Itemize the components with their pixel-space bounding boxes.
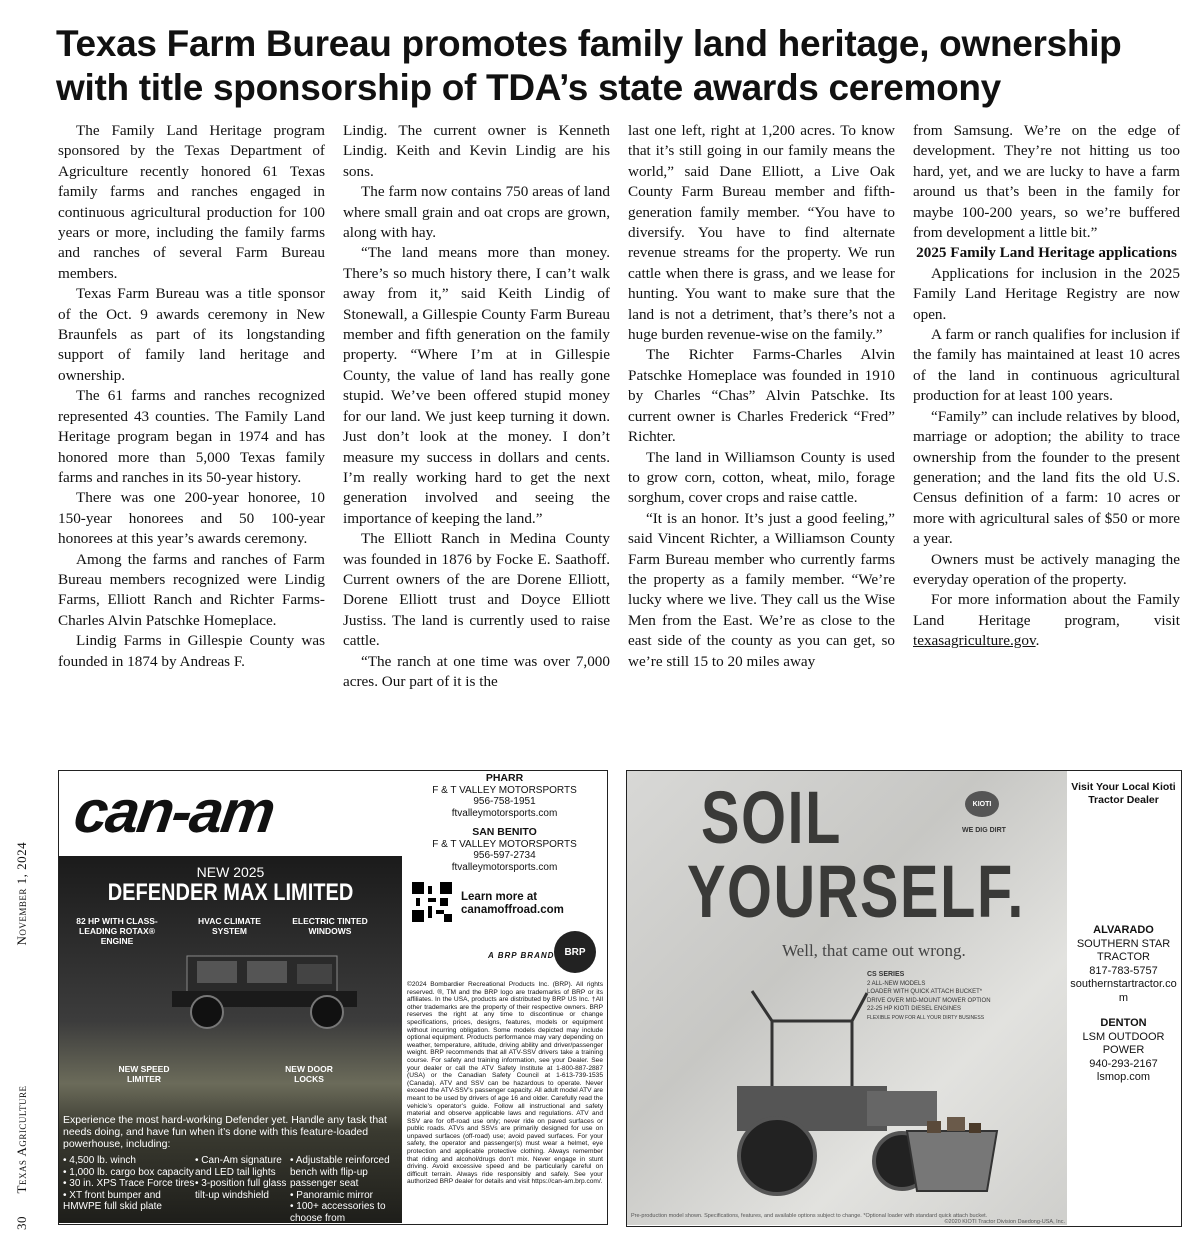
feature-speed-limiter: NEW SPEED LIMITER — [118, 1064, 170, 1084]
footer-disclaimer: Pre-production model shown. Specifications, features, and available options subject to change. *Optional loader with standard quick attach bucket. — [631, 1213, 988, 1219]
issue-date: November 1, 2024 — [14, 841, 29, 946]
fine-print: ©2024 Bombardier Recreational Products Inc. (BRP). All rights reserved. ®, TM and the BRP logo are trademarks of BRP or its affiliates. In the USA, products are distributed by BRP US Inc. †All other trademarks are the property of their respective owners. BRP reserves the right at any time to discontinue or change specifications, prices, designs, features, models or equipment without incurring obligation. Some models depicted may include optional equipment. Products performance may vary depending on weather, temperature, altitude, driving ability and driver/passenger weight. BRP recommends that all ATV-SSV drivers take a training course. For safety and training information, see your Dealer. See your dealer or call the ATV Safety Institute at 1-800-887-2887 (USA) or the Canadian Safety Council at 1-613-739-1535 (Canada). ATV and SSV can be hazardous to operate. Never exceed the ATV-SSV’s passenger capacity. All adult model ATV are meant to be used by drivers of age 16 and older. Carefully read the vehicle’s operator’s guide. Follow all instructional and safety material and observe applicable laws and regulations. ATV and SSV are for off-road use only; never ride on paved surfaces or public roads. ATVs and SSVs are primarily designed for use on unpaved surfaces (off-road) use; avoid paved surfaces. For your safety, the operator and passenger(s) must wear a helmet, eye protection and applicable protective clothing. Always remember that riding and alcohol/drugs don’t mix. Never engage in stunt driving. Avoid excessive speed and be particularly careful on difficult terrain. Always ride responsibly and safely. See your authorized BRP dealer for details and visit https://can-am.brp.com/. — [407, 981, 603, 1186]
ad-subline: Well, that came out wrong. — [782, 941, 966, 960]
feature-list-c — [290, 1155, 398, 1224]
dealer-city: ALVARADO — [1093, 924, 1154, 936]
paragraph: The 61 farms and ranches recognized represented 43 counties. The Family Land Heritage program began in 1974 and has honored more than 5,000 Texas family farms and ranches in its 50-year history. — [58, 387, 325, 486]
article-column-3 — [628, 121, 895, 692]
feature-list-a — [63, 1155, 195, 1224]
dealer-website: ftvalleymotorsports.com — [451, 861, 558, 873]
brp-logo-icon: BRP — [554, 931, 596, 973]
closing-text: For more information about the Family Land Heritage program, visit — [913, 591, 1180, 629]
paragraph: The Elliott Ranch in Medina County was founded in 1876 by Focke E. Saathoff. Current owners of the are Dorene Elliott, Dorene Elliott trust and Doyce Elliott Justiss. The land is currently used to raise cattle. — [343, 530, 610, 650]
subhead: 2025 Family Land Heritage applications — [916, 244, 1177, 262]
article-columns — [58, 121, 1180, 692]
dealer-alvarado — [1067, 924, 1180, 1005]
dealer-website: lsmop.com — [1096, 1071, 1151, 1083]
visit-dealer-heading: Visit Your Local Kioti Tractor Dealer — [1071, 781, 1176, 806]
dealer-phone: 817-783-5757 — [1089, 964, 1158, 977]
article-column-1 — [58, 121, 325, 692]
page-number: 30 — [14, 1216, 29, 1230]
dealer-city: PHARR — [485, 772, 524, 784]
list-item: • 3-position full glass tilt-up windshield — [195, 1178, 290, 1201]
dealer-denton — [1067, 1017, 1180, 1085]
canam-advertisement — [58, 770, 608, 1225]
new-badge: NEW 2025 — [196, 864, 265, 880]
folio-line — [14, 842, 30, 1230]
canam-dealer-panel — [402, 771, 607, 1223]
paragraph: Among the farms and ranches of Farm Bureau members recognized were Lindig Farms, Elliott Ranch and Richter Farms-Charles Alvin Patschke Homeplace. — [58, 550, 325, 629]
learn-more — [461, 891, 564, 917]
website-link[interactable]: texasagriculture.gov — [913, 632, 1036, 650]
ad-footer — [631, 1213, 1065, 1225]
canam-logo: can-am — [70, 778, 278, 845]
dealer-name: SOUTHERN STAR TRACTOR — [1076, 937, 1171, 963]
canam-copy: Experience the most hard-working Defender yet. Handle any task that needs doing, and have fun when it’s done with this feature-loaded powerhouse, including: — [63, 1114, 387, 1150]
feature-hvac: HVAC CLIMATE SYSTEM — [198, 916, 261, 936]
kioti-ad-artwork — [627, 771, 1067, 1225]
dealer-website: southernstartractor.com — [1070, 978, 1177, 1004]
closing-paragraph — [913, 590, 1180, 651]
dealer-city: DENTON — [1100, 1017, 1147, 1029]
spec-line: LOADER WITH QUICK ATTACH BUCKET* — [867, 989, 983, 995]
closing-end: . — [1035, 632, 1040, 650]
kioti-tagline: WE DIG DIRT — [962, 827, 1006, 834]
list-item: • Adjustable reinforced bench with flip-up passenger seat — [290, 1155, 398, 1190]
headline-line-1: SOIL — [701, 776, 842, 859]
paragraph: Lindig Farms in Gillespie County was founded in 1874 by Andreas F. — [58, 632, 325, 670]
spec-line: 22-25 HP KIOTI DIESEL ENGINES — [867, 1006, 962, 1012]
cs-series-specs — [867, 971, 1027, 1041]
dealer-name: F & T VALLEY MOTORSPORTS — [432, 838, 577, 850]
headline-line-2: YOURSELF. — [687, 850, 1025, 933]
dealer-phone: 956-758-1951 — [473, 796, 536, 807]
dealer-san-benito — [402, 827, 607, 873]
paragraph: from Samsung. We’re on the edge of development. They’re not hitting us too hard, yet, and we are lucky to have a farm around us that’s been in the family for maybe 100-200 years, so we’re buffered from development a little bit.” — [913, 122, 1180, 242]
dealer-name: F & T VALLEY MOTORSPORTS — [432, 784, 577, 796]
canam-ad-artwork — [59, 771, 402, 1223]
paragraph: “The land means more than money. There’s so much history there, I can’t walk away from it,” said Keith Lindig of Stonewall, a Gillespie County Farm Bureau member and fifth generation on the family property. “Where I’m at in Gillespie County, the value of land has really gone stupid. We’ve been offered stupid money for our land. We just keep turning it down. Just don’t look at the money. I don’t measure my success in dollars and cents. I’m really working hard to get the next generation involved and seeing the importance of keeping the land.” — [343, 244, 610, 527]
series-name: CS SERIES — [867, 971, 905, 978]
paragraph: The Family Land Heritage program sponsored by the Texas Department of Agriculture recently honored 61 Texas family farms and ranches engaged in continuous agricultural production for 100 years or more, including the family farms and ranches of several Farm Bureau members. — [58, 122, 325, 282]
learn-more-url[interactable]: canamoffroad.com — [461, 904, 564, 916]
page-folio — [14, 841, 60, 1230]
spec-line: FLEXIBLE POW FOR ALL YOUR DIRTY BUSINESS — [867, 1014, 985, 1021]
dealer-phone: 940-293-2167 — [1089, 1057, 1158, 1070]
paragraph: “It is an honor. It’s just a good feeling,” said Vincent Richter, a Williamson County Farm Bureau member who currently farms the property as a family member. “We’re lucky where we live. They call us the Wise Men from the East. We’re as close to the east side of the county as you can get, so we’re still 15 to 20 miles away — [628, 509, 895, 670]
qr-code-icon[interactable] — [412, 882, 452, 922]
list-item: • Panoramic mirror — [290, 1190, 398, 1202]
paragraph: Lindig. The current owner is Kenneth Lindig. Keith and Kevin Lindig are his sons. — [343, 122, 610, 180]
utv-vehicle-illustration — [167, 946, 367, 1031]
article-column-2 — [343, 121, 610, 692]
dealer-city: SAN BENITO — [472, 826, 537, 838]
feature-windows: ELECTRIC TINTED WINDOWS — [292, 916, 368, 936]
paragraph: “The ranch at one time was over 7,000 acres. Our part of it is the — [343, 652, 610, 690]
list-item: • 100+ accessories to choose from — [290, 1201, 398, 1224]
publication-name: Texas Agriculture — [14, 1085, 29, 1194]
feature-door-locks: NEW DOOR LOCKS — [285, 1064, 333, 1084]
model-name: DEFENDER MAX LIMITED — [107, 879, 354, 907]
list-item: • Can-Am signature and LED tail lights — [195, 1155, 290, 1178]
brp-brand-tagline: A BRP BRAND — [488, 951, 555, 960]
article-column-4 — [913, 121, 1180, 692]
paragraph: The land in Williamson County is used to grow corn, cotton, wheat, milo, forage sorghum, cover crops and raise cattle. — [628, 448, 895, 507]
paragraph: There was one 200-year honoree, 10 150-year honorees and 50 100-year honorees at this year’s awards ceremony. — [58, 489, 325, 548]
paragraph: last one left, right at 1,200 acres. To know that it’s still going in our family means the world,” said Dane Elliott, a Live Oak County Farm Bureau member and fifth-generation family member. “You have to diversify. You have to find alternate revenue streams for the property. We run cattle when there is grass, and we lease for hunting. You want to make sure that the land is not a detriment, that’s there’s not a huge burden revenue-wise on the family.” — [628, 122, 895, 344]
feature-engine: 82 HP WITH CLASS-LEADING ROTAX® ENGINE — [76, 916, 158, 946]
kioti-logo-icon: KIOTI — [965, 791, 999, 817]
list-item: • 1,000 lb. cargo box capacity — [63, 1167, 195, 1179]
spec-line: 2 ALL-NEW MODELS — [867, 980, 926, 987]
headline: Texas Farm Bureau promotes family land heritage, ownership with title sponsorship of TDA’s state awards ceremony — [56, 23, 1122, 108]
paragraph: A farm or ranch qualifies for inclusion if the family has maintained at least 10 acres of the land in continuous agricultural production for at least 100 years. — [913, 326, 1180, 405]
list-item: • XT front bumper and HMWPE full skid plate — [63, 1190, 195, 1213]
feature-list-b — [195, 1155, 290, 1224]
paragraph: Texas Farm Bureau was a title sponsor of the Oct. 9 awards ceremony in New Braunfels as part of its longstanding support of family land heritage and ownership. — [58, 285, 325, 384]
dealer-website: ftvalleymotorsports.com — [451, 807, 558, 819]
defender-photo — [59, 856, 402, 1223]
paragraph: “Family” can include relatives by blood, marriage or adoption; the ability to trace ownership from the founder to the present generation; and the land fits the old U.S. Census definition of a farm: 10 acres or more with agricultural sales of $50 or more a year. — [913, 407, 1180, 548]
paragraph: The farm now contains 750 areas of land where small grain and oat crops are grown, along with hay. — [343, 183, 610, 242]
learn-more-label: Learn more at — [461, 891, 538, 903]
kioti-dealer-panel — [1067, 771, 1180, 1225]
canam-features-list — [63, 1155, 399, 1224]
footer-copyright: ©2020 KIOTI Tractor Division Daedong-USA, Inc. — [944, 1219, 1065, 1225]
paragraph: Applications for inclusion in the 2025 Family Land Heritage Registry are now open. — [913, 264, 1180, 323]
list-item: • 30 in. XPS Trace Force tires — [63, 1178, 195, 1190]
list-item: • 4,500 lb. winch — [63, 1155, 195, 1167]
kioti-advertisement — [626, 770, 1182, 1227]
dealer-pharr — [402, 773, 607, 819]
paragraph: The Richter Farms-Charles Alvin Patschke Homeplace was founded in 1910 by Charles “Chas” Alvin Patschke. Its current owner is Charles Frederick “Fred” Richter. — [628, 346, 895, 446]
spec-line: DRIVE OVER MID-MOUNT MOWER OPTION — [867, 997, 991, 1004]
paragraph: Owners must be actively managing the everyday operation of the property. — [913, 550, 1180, 588]
dealer-phone: 956-597-2734 — [473, 850, 536, 861]
dealer-name: LSM OUTDOOR POWER — [1082, 1030, 1165, 1056]
